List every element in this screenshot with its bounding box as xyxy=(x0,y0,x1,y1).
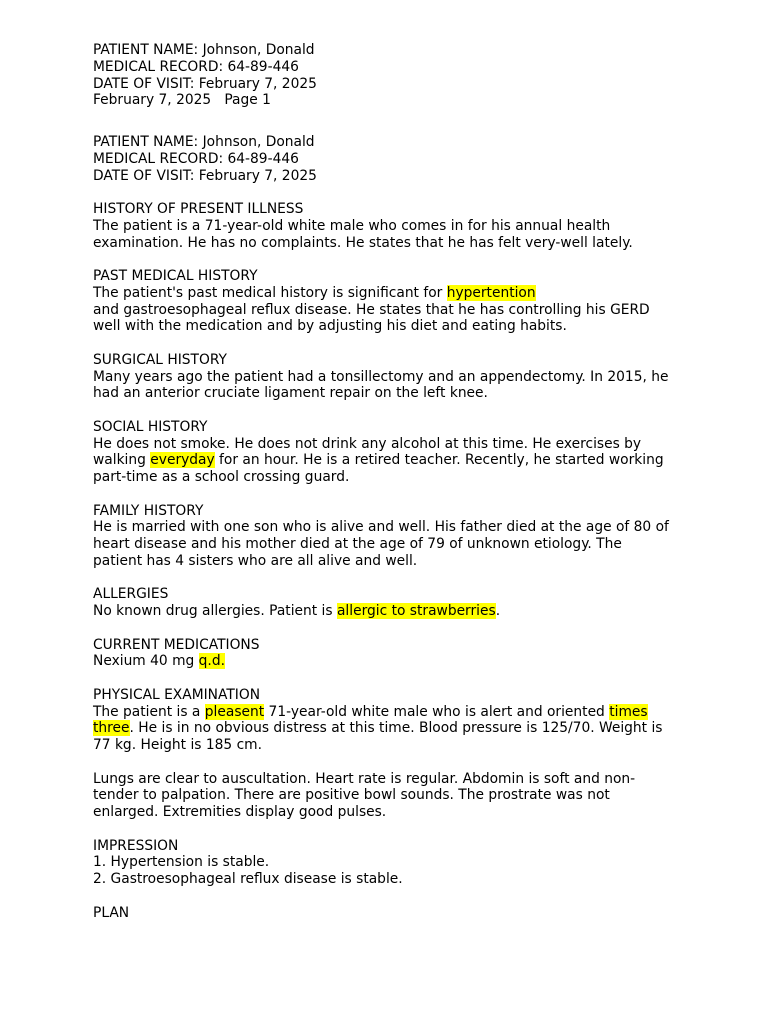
section-family-history xyxy=(93,503,673,570)
highlighted-word: everyday xyxy=(150,452,215,469)
highlighted-word: pleasent xyxy=(204,703,265,720)
spacer xyxy=(93,888,673,905)
date-of-visit: DATE OF VISIT: February 7, 2025 xyxy=(93,167,317,184)
highlighted-phrase: times three xyxy=(93,703,648,737)
exam-text-a: The patient is a xyxy=(93,703,205,720)
section-past-medical-history xyxy=(93,268,673,335)
section-heading: FAMILY HISTORY xyxy=(93,502,204,519)
highlighted-word: hypertention xyxy=(446,284,536,301)
impression-item: 2. Gastroesophageal reflux disease is stable. xyxy=(93,871,403,887)
spacer xyxy=(93,670,673,687)
highlighted-phrase: allergic to strawberries xyxy=(336,603,496,619)
header-date-page: February 7, 2025 Page 1 xyxy=(93,92,271,109)
spacer xyxy=(93,570,673,587)
allergies-text-b: . xyxy=(495,603,501,619)
spacer xyxy=(93,109,673,134)
social-text-b: for an hour. He is a retired teacher. Recently, he started working part-time as a school crossing guard. xyxy=(93,452,664,485)
header-patient-name: PATIENT NAME: Johnson, Donald xyxy=(93,42,315,58)
section-plan xyxy=(93,905,673,922)
header-medical-record: MEDICAL RECORD: 64-89-446 xyxy=(93,58,299,75)
patient-info-block xyxy=(93,134,673,184)
section-text: Many years ago the patient had a tonsillectomy and an appendectomy. In 2015, he had an anterior cruciate ligament repair on the left knee. xyxy=(93,368,669,402)
spacer xyxy=(93,402,673,419)
section-text xyxy=(93,653,673,670)
section-current-medications xyxy=(93,637,673,671)
medical-record: MEDICAL RECORD: 64-89-446 xyxy=(93,150,299,167)
section-physical-examination xyxy=(93,687,673,821)
highlighted-word: q.d. xyxy=(198,653,225,670)
section-heading: ALLERGIES xyxy=(93,586,169,603)
section-heading: CURRENT MEDICATIONS xyxy=(93,636,260,653)
section-text-continued: and gastroesophageal reflux disease. He states that he has controlling his GERD well with the medication and by adjusting his diet and eating habits. xyxy=(93,301,650,335)
spacer xyxy=(93,184,673,201)
exam-text-b: 71-year-old white male who is alert and oriented xyxy=(264,703,610,720)
patient-name: PATIENT NAME: Johnson, Donald xyxy=(93,134,315,150)
section-text xyxy=(93,603,673,620)
spacer xyxy=(93,486,673,503)
page-header xyxy=(93,42,673,109)
section-text xyxy=(93,285,673,302)
medications-text-a: Nexium 40 mg xyxy=(93,653,199,670)
exam-text-c: . He is in no obvious distress at this time. Blood pressure is 125/70. Weight is 77 kg. Height is 185 cm. xyxy=(93,720,663,753)
pmh-text-a: The patient's past medical history is significant for xyxy=(93,284,447,301)
section-heading: PLAN xyxy=(93,904,130,921)
header-date-of-visit: DATE OF VISIT: February 7, 2025 xyxy=(93,75,317,92)
spacer xyxy=(93,335,673,352)
section-surgical-history xyxy=(93,352,673,402)
section-heading: PAST MEDICAL HISTORY xyxy=(93,268,258,284)
social-text-a: He does not smoke. He does not drink any alcohol at this time. He exercises by walking xyxy=(93,435,642,469)
spacer xyxy=(93,251,673,268)
section-heading: IMPRESSION xyxy=(93,837,179,854)
section-text xyxy=(93,704,673,754)
section-impression xyxy=(93,838,673,888)
section-allergies xyxy=(93,586,673,620)
spacer xyxy=(93,620,673,637)
section-hpi xyxy=(93,201,673,251)
section-heading: HISTORY OF PRESENT ILLNESS xyxy=(93,201,304,217)
section-text xyxy=(93,436,673,486)
section-heading: SURGICAL HISTORY xyxy=(93,351,227,368)
spacer xyxy=(93,821,673,838)
spacer xyxy=(93,754,673,771)
section-heading: PHYSICAL EXAMINATION xyxy=(93,686,261,703)
allergies-text-a: No known drug allergies. Patient is xyxy=(93,603,337,619)
section-text: The patient is a 71-year-old white male who comes in for his annual health examination. He has no complaints. He states that he has felt very-well lately. xyxy=(93,217,633,251)
section-heading: SOCIAL HISTORY xyxy=(93,418,208,435)
section-text-2: Lungs are clear to auscultation. Heart rate is regular. Abdomin is soft and non-tender to palpation. There are positive bowl sounds. The prostrate was not enlarged. Extremities display good pulses. xyxy=(93,770,636,820)
medical-report-page xyxy=(93,42,673,921)
section-social-history xyxy=(93,419,673,486)
section-text: He is married with one son who is alive and well. His father died at the age of 80 of heart disease and his mother died at the age of 79 of unknown etiology. The patient has 4 sisters who are all alive and well. xyxy=(93,519,669,569)
impression-item: 1. Hypertension is stable. xyxy=(93,854,270,871)
